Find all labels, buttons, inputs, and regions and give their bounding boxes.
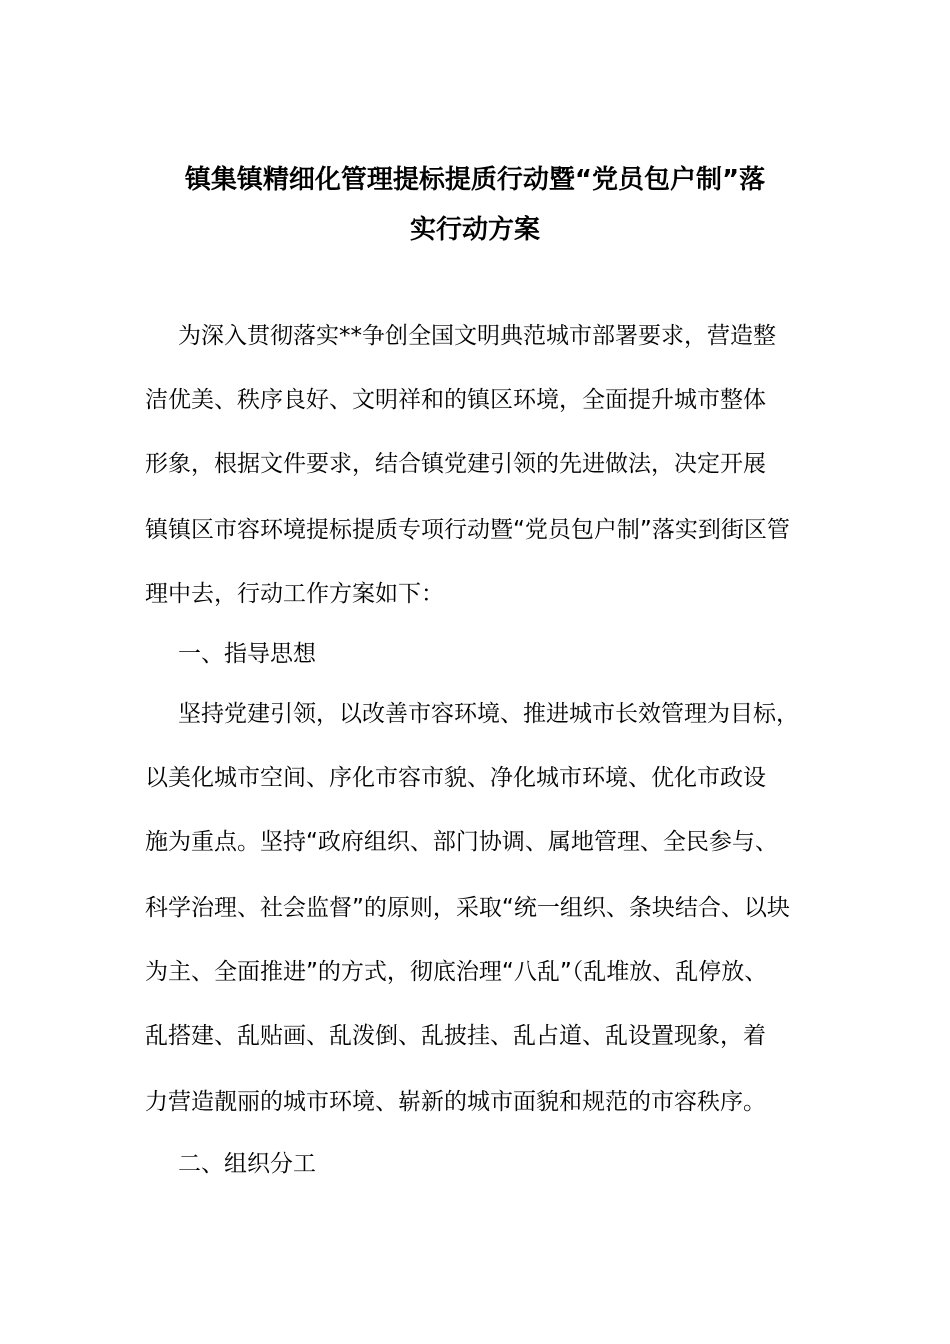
title-line-1: 镇集镇精细化管理提标提质行动暨“党员包户制”落 (184, 165, 766, 195)
paragraph-guiding-line-7: 力营造靓丽的城市环境、崭新的城市面貌和规范的市容秩序。 (145, 1089, 766, 1115)
paragraph-guiding-line-6: 乱搭建、乱贴画、乱泼倒、乱披挂、乱占道、乱设置现象，着 (145, 1023, 766, 1049)
paragraph-guiding-line-2: 以美化城市空间、序化市容市貌、净化城市环境、优化市政设 (145, 765, 766, 791)
section-heading-2: 二、组织分工 (178, 1151, 316, 1177)
paragraph-guiding-line-1: 坚持党建引领，以改善市容环境、推进城市长效管理为目标， (178, 701, 799, 727)
section-heading-1: 一、指导思想 (178, 641, 316, 667)
paragraph-intro-line-4: 镇镇区市容环境提标提质专项行动暨“党员包户制”落实到街区管 (145, 517, 790, 543)
paragraph-intro-line-3: 形象，根据文件要求，结合镇党建引领的先进做法，决定开展 (145, 451, 766, 477)
paragraph-intro-line-1: 为深入贯彻落实**争创全国文明典范城市部署要求，营造整 (178, 323, 776, 349)
paragraph-intro-line-5: 理中去，行动工作方案如下： (145, 581, 444, 607)
paragraph-intro-line-2: 洁优美、秩序良好、文明祥和的镇区环境，全面提升城市整体 (145, 387, 766, 413)
paragraph-guiding-line-5: 为主、全面推进”的方式，彻底治理“八乱”（乱堆放、乱停放、 (145, 959, 768, 985)
document-title (120, 155, 830, 255)
title-line-2: 实行动方案 (409, 215, 540, 245)
paragraph-guiding-line-3: 施为重点。坚持“政府组织、部门协调、属地管理、全民参与、 (145, 829, 778, 855)
paragraph-guiding-line-4: 科学治理、社会监督”的原则，采取“统一组织、条块结合、以块 (145, 895, 790, 921)
